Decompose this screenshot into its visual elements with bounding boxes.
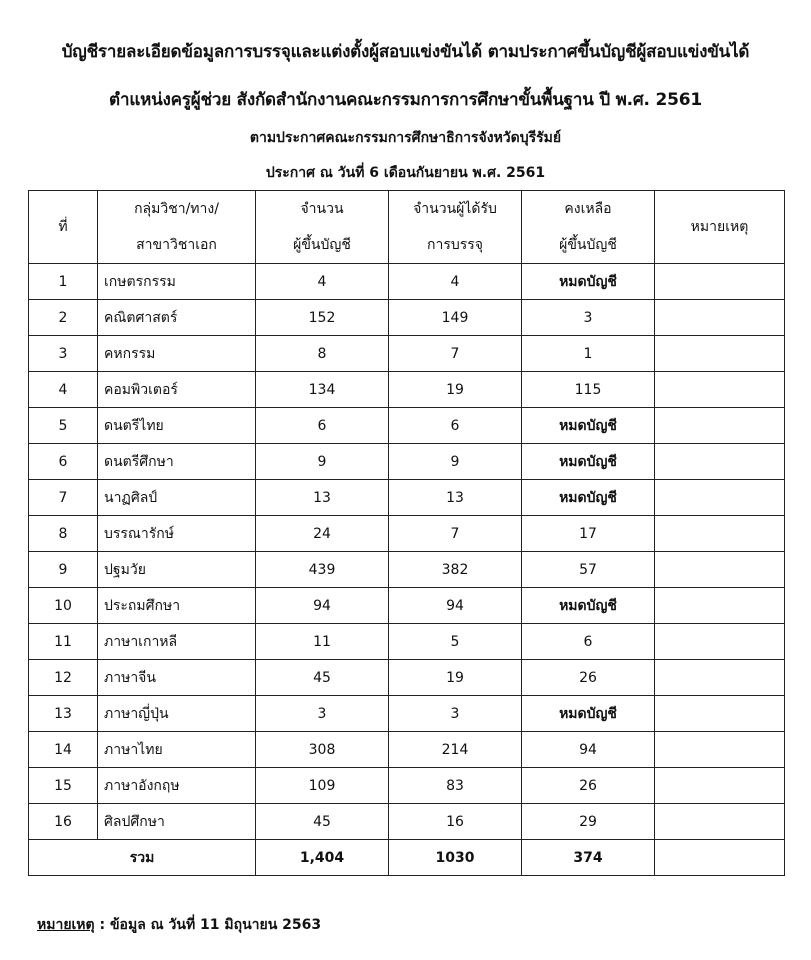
cell-remaining: 57 (522, 552, 655, 588)
cell-subject: คหกรรม (98, 336, 256, 372)
note-label: หมายเหตุ (37, 917, 95, 933)
cell-remaining: 26 (522, 768, 655, 804)
table-row (29, 264, 785, 300)
col-header-no: ที่ (29, 191, 98, 264)
cell-no: 3 (29, 336, 98, 372)
cell-remark (655, 768, 785, 804)
cell-remaining: 1 (522, 336, 655, 372)
col-header-listed: จำนวน ผู้ขึ้นบัญชี (256, 191, 389, 264)
cell-remark (655, 660, 785, 696)
cell-remark (655, 300, 785, 336)
cell-remark (655, 552, 785, 588)
table-row (29, 372, 785, 408)
document-subtitle-line-2: ประกาศ ณ วันที่ 6 เดือนกันยายน พ.ศ. 2561 (265, 165, 546, 181)
cell-no: 14 (29, 732, 98, 768)
cell-appointed: 214 (389, 732, 522, 768)
cell-appointed: 3 (389, 696, 522, 732)
cell-subject: ดนตรีศึกษา (98, 444, 256, 480)
table-row (29, 804, 785, 840)
cell-listed: 8 (256, 336, 389, 372)
cell-remaining: หมดบัญชี (522, 480, 655, 516)
total-label: รวม (29, 840, 256, 876)
cell-remark (655, 444, 785, 480)
cell-no: 13 (29, 696, 98, 732)
col-header-appointed: จำนวนผู้ได้รับ การบรรจุ (389, 191, 522, 264)
cell-remaining: 94 (522, 732, 655, 768)
table-row (29, 444, 785, 480)
cell-listed: 308 (256, 732, 389, 768)
cell-subject: ประถมศึกษา (98, 588, 256, 624)
cell-remark (655, 588, 785, 624)
cell-no: 12 (29, 660, 98, 696)
cell-subject: บรรณารักษ์ (98, 516, 256, 552)
cell-appointed: 19 (389, 372, 522, 408)
table-row (29, 768, 785, 804)
cell-remark (655, 732, 785, 768)
cell-no: 5 (29, 408, 98, 444)
placement-table (28, 190, 785, 876)
cell-remark (655, 264, 785, 300)
cell-appointed: 94 (389, 588, 522, 624)
cell-listed: 4 (256, 264, 389, 300)
cell-appointed: 7 (389, 336, 522, 372)
cell-listed: 45 (256, 804, 389, 840)
cell-listed: 9 (256, 444, 389, 480)
cell-subject: นาฏศิลป์ (98, 480, 256, 516)
table-row (29, 516, 785, 552)
cell-listed: 3 (256, 696, 389, 732)
cell-subject: ภาษาญี่ปุ่น (98, 696, 256, 732)
cell-remaining: หมดบัญชี (522, 588, 655, 624)
cell-subject: ดนตรีไทย (98, 408, 256, 444)
cell-appointed: 6 (389, 408, 522, 444)
table-row (29, 696, 785, 732)
cell-subject: คณิตศาสตร์ (98, 300, 256, 336)
total-appointed: 1030 (389, 840, 522, 876)
col-header-remaining: คงเหลือ ผู้ขึ้นบัญชี (522, 191, 655, 264)
cell-listed: 6 (256, 408, 389, 444)
cell-no: 8 (29, 516, 98, 552)
table-row (29, 732, 785, 768)
total-listed: 1,404 (256, 840, 389, 876)
cell-subject: เกษตรกรรม (98, 264, 256, 300)
cell-remark (655, 516, 785, 552)
cell-remaining: หมดบัญชี (522, 696, 655, 732)
cell-listed: 24 (256, 516, 389, 552)
cell-appointed: 5 (389, 624, 522, 660)
cell-remaining: 17 (522, 516, 655, 552)
table-row (29, 300, 785, 336)
document-subtitle-line-1: ตามประกาศคณะกรรมการศึกษาธิการจังหวัดบุรีรัมย์ (249, 130, 562, 146)
cell-remark (655, 624, 785, 660)
document-title-line-1: บัญชีรายละเอียดข้อมูลการบรรจุและแต่งตั้งผู้สอบแข่งขันได้ ตามประกาศขึ้นบัญชีผู้สอบแข่งขันได้ (61, 42, 750, 62)
cell-listed: 152 (256, 300, 389, 336)
total-remark (655, 840, 785, 876)
total-remaining: 374 (522, 840, 655, 876)
cell-remaining: 115 (522, 372, 655, 408)
cell-appointed: 7 (389, 516, 522, 552)
cell-no: 2 (29, 300, 98, 336)
cell-listed: 45 (256, 660, 389, 696)
cell-appointed: 19 (389, 660, 522, 696)
table-row (29, 624, 785, 660)
cell-no: 10 (29, 588, 98, 624)
cell-subject: ภาษาเกาหลี (98, 624, 256, 660)
cell-remaining: หมดบัญชี (522, 444, 655, 480)
cell-listed: 11 (256, 624, 389, 660)
cell-no: 9 (29, 552, 98, 588)
cell-listed: 134 (256, 372, 389, 408)
cell-remark (655, 480, 785, 516)
cell-listed: 13 (256, 480, 389, 516)
cell-listed: 109 (256, 768, 389, 804)
cell-remaining: หมดบัญชี (522, 264, 655, 300)
footer-note (37, 914, 321, 936)
cell-subject: ปฐมวัย (98, 552, 256, 588)
cell-subject: ภาษาไทย (98, 732, 256, 768)
cell-no: 6 (29, 444, 98, 480)
cell-appointed: 9 (389, 444, 522, 480)
table-row (29, 660, 785, 696)
cell-subject: ศิลปศึกษา (98, 804, 256, 840)
cell-remark (655, 804, 785, 840)
cell-remark (655, 336, 785, 372)
cell-no: 15 (29, 768, 98, 804)
cell-remaining: 26 (522, 660, 655, 696)
cell-subject: คอมพิวเตอร์ (98, 372, 256, 408)
cell-no: 7 (29, 480, 98, 516)
table-row (29, 552, 785, 588)
col-header-remark: หมายเหตุ (655, 191, 785, 264)
table-row (29, 408, 785, 444)
cell-no: 16 (29, 804, 98, 840)
cell-no: 1 (29, 264, 98, 300)
cell-subject: ภาษาอังกฤษ (98, 768, 256, 804)
cell-appointed: 83 (389, 768, 522, 804)
cell-listed: 94 (256, 588, 389, 624)
cell-listed: 439 (256, 552, 389, 588)
cell-subject: ภาษาจีน (98, 660, 256, 696)
table-row (29, 480, 785, 516)
table-row (29, 336, 785, 372)
cell-remaining: 6 (522, 624, 655, 660)
cell-appointed: 149 (389, 300, 522, 336)
cell-no: 4 (29, 372, 98, 408)
note-text: : ข้อมูล ณ วันที่ 11 มิถุนายน 2563 (94, 917, 322, 933)
cell-remark (655, 372, 785, 408)
cell-remaining: 29 (522, 804, 655, 840)
table-row (29, 588, 785, 624)
document-title-line-2: ตำแหน่งครูผู้ช่วย สังกัดสำนักงานคณะกรรมการการศึกษาขั้นพื้นฐาน ปี พ.ศ. 2561 (108, 90, 702, 110)
table-total-row (29, 840, 785, 876)
col-header-subject: กลุ่มวิชา/ทาง/ สาขาวิชาเอก (98, 191, 256, 264)
cell-remark (655, 408, 785, 444)
cell-remaining: 3 (522, 300, 655, 336)
table-header-row (29, 191, 785, 264)
cell-appointed: 4 (389, 264, 522, 300)
cell-appointed: 16 (389, 804, 522, 840)
cell-remark (655, 696, 785, 732)
table-body (29, 264, 785, 840)
cell-appointed: 382 (389, 552, 522, 588)
cell-remaining: หมดบัญชี (522, 408, 655, 444)
cell-no: 11 (29, 624, 98, 660)
cell-appointed: 13 (389, 480, 522, 516)
